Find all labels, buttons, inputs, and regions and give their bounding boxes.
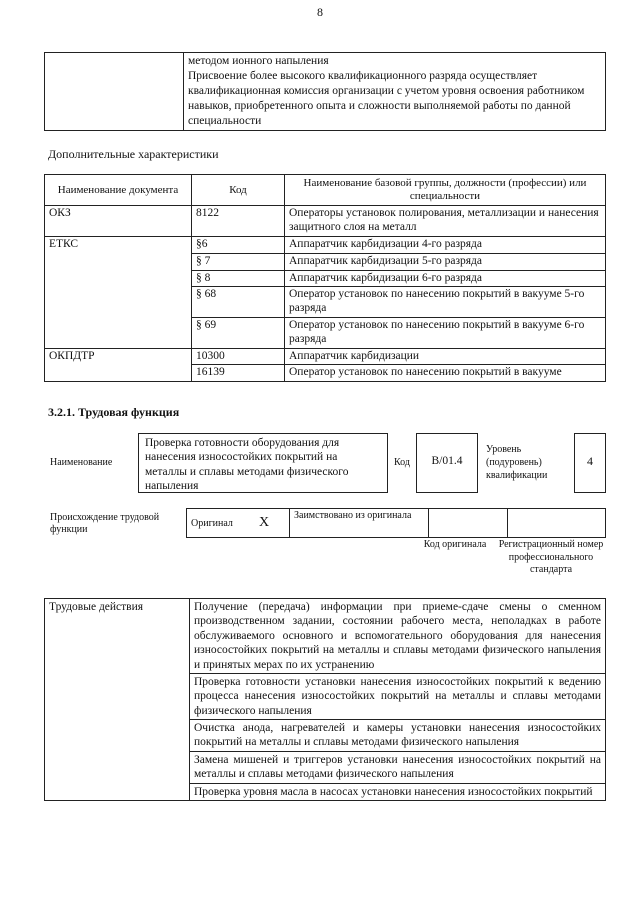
name-cell: Аппаратчик карбидизации 4-го разряда [285, 236, 606, 253]
header-code: Код [192, 175, 285, 206]
name-label: Наименование [50, 457, 113, 468]
note-line-1: методом ионного напыления [188, 55, 329, 67]
code-label: Код [394, 457, 410, 468]
name-cell: Оператор установок по нанесению покрытий в вакууме 6-го разряда [285, 317, 606, 348]
table-row [45, 206, 606, 237]
level-label: Уровень (подуровень) квалификации [486, 444, 548, 481]
code-cell: §6 [192, 236, 285, 253]
labor-actions-table [44, 598, 606, 801]
action-item: Замена мишеней и триггеров установки нанесения износостойких покрытий на металлы и сплавы методами физического напыления [190, 751, 606, 783]
origin-table [186, 508, 606, 538]
table-row [45, 599, 606, 674]
function-code-box: B/01.4 [416, 433, 478, 493]
empty-cell [45, 53, 184, 131]
name-cell: Операторы установок полирования, металлизации и нанесения защитного слоя на металл [285, 206, 606, 237]
table-row [45, 348, 606, 365]
action-item: Очистка анода, нагревателей и камеры установки нанесения износостойких покрытий на металлы и сплавы методами физического напыления [190, 720, 606, 752]
code-original-label: Код оригинала [423, 539, 487, 550]
note-cell [184, 53, 606, 131]
action-item: Проверка уровня масла в насосах установки нанесения износостойких покрытий [190, 783, 606, 800]
doc-cell: ОКПДТР [45, 348, 192, 382]
reg-number-label: Регистрационный номер профессионального стандарта [498, 539, 604, 575]
name-cell: Оператор установок по нанесению покрытий в вакууме 5-го разряда [285, 287, 606, 318]
doc-cell: ЕТКС [45, 236, 192, 348]
code-original-cell [429, 509, 508, 538]
doc-cell: ОКЗ [45, 206, 192, 237]
origin-label: Происхождение трудовой функции [50, 512, 160, 535]
header-document: Наименование документа [45, 175, 192, 206]
additional-characteristics-table [44, 174, 606, 382]
additional-title: Дополнительные характеристики [48, 147, 219, 161]
name-cell: Аппаратчик карбидизации [285, 348, 606, 365]
code-cell: § 69 [192, 317, 285, 348]
borrowed-label: Заимствовано из оригинала [290, 509, 429, 538]
qualification-note-table [44, 52, 606, 131]
table-header [45, 175, 606, 206]
code-cell: § 68 [192, 287, 285, 318]
function-name-box: Проверка готовности оборудования для нанесения износостойких покрытий на металлы и сплавы методами физического напыления [138, 433, 388, 493]
code-cell: § 8 [192, 270, 285, 287]
level-value-box: 4 [574, 433, 606, 493]
header-name: Наименование базовой группы, должности (профессии) или специальности [285, 175, 606, 206]
action-item: Проверка готовности установки нанесения износостойких покрытий к ведению процесса нанесения износостойких покрытий на металлы и сплавы методами физического напыления [190, 673, 606, 719]
code-cell: § 7 [192, 253, 285, 270]
code-cell: 16139 [192, 365, 285, 382]
action-item: Получение (передача) информации при приеме-сдаче смены о сменном производственном задании, состоянии рабочего места, неполадках в работе обслуживаемого основного и вспомогательного оборудования для нанесения износостойких покрытий на металлы и сплавы методами физического напыления и принятых мерах по их устранению [190, 599, 606, 674]
table-row [45, 236, 606, 253]
note-line-2: Присвоение более высокого квалификационного разряда осуществляет квалификационная комиссия организации с учетом уровня освоения работником навыков, приобретенного опыта и сложности выполняемой работы по данной специальности [188, 69, 585, 127]
code-cell: 10300 [192, 348, 285, 365]
original-mark: X [255, 509, 290, 538]
reg-number-cell [508, 509, 606, 538]
actions-label: Трудовые действия [45, 599, 190, 801]
name-cell: Аппаратчик карбидизации 6-го разряда [285, 270, 606, 287]
section-title: 3.2.1. Трудовая функция [48, 405, 180, 419]
original-label: Оригинал [187, 509, 256, 538]
name-cell: Оператор установок по нанесению покрытий в вакууме [285, 365, 606, 382]
code-cell: 8122 [192, 206, 285, 237]
name-cell: Аппаратчик карбидизации 5-го разряда [285, 253, 606, 270]
page-number: 8 [317, 5, 323, 19]
